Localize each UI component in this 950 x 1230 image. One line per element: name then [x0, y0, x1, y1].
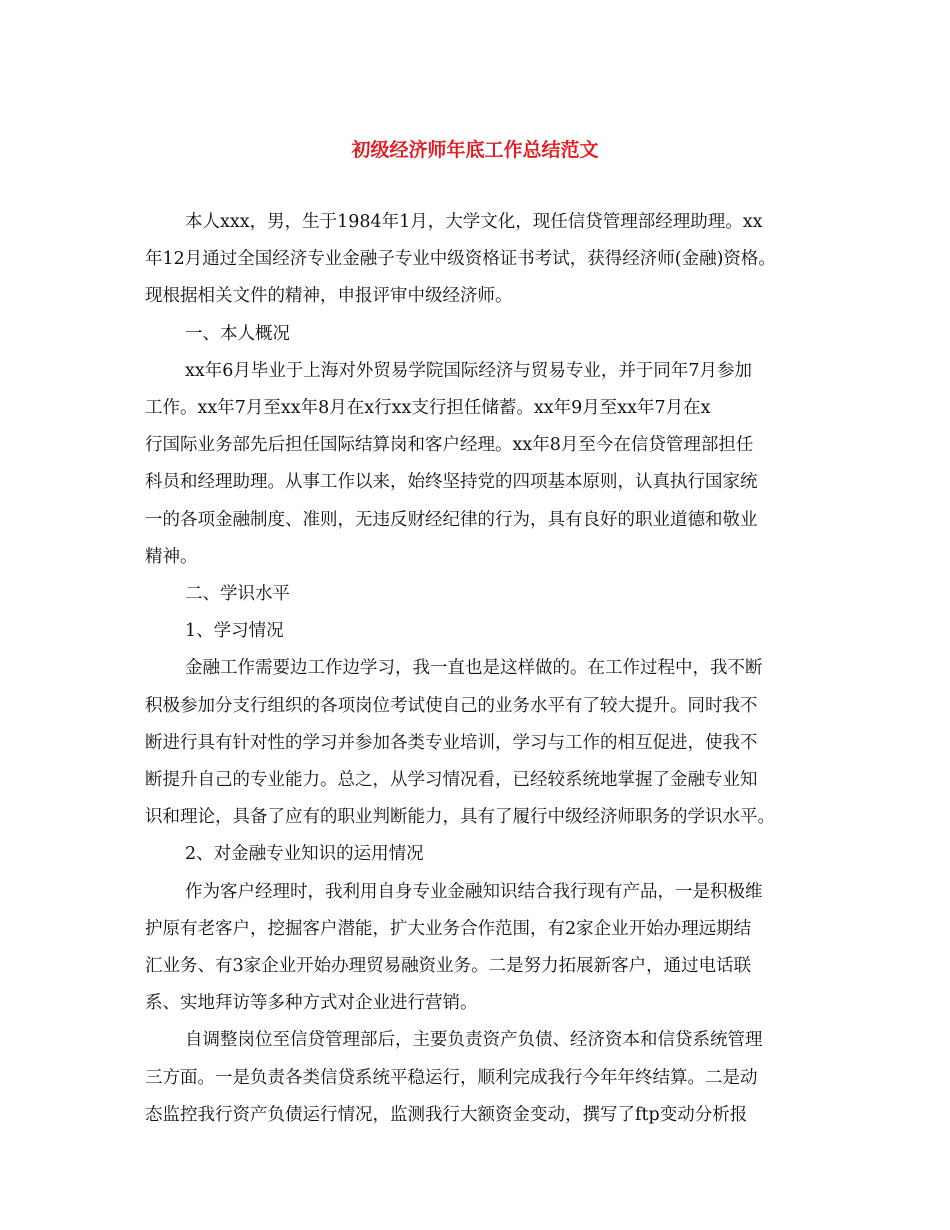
body-line: 作为客户经理时，我利用自身专业金融知识结合我行现有产品，一是积极维 [185, 881, 763, 902]
body-line: 精神。 [145, 546, 198, 567]
body-line: 态监控我行资产负债运行情况，监测我行大额资金变动，撰写了ftp变动分析报 [145, 1104, 748, 1125]
body-line: 金融工作需要边工作边学习，我一直也是这样做的。在工作过程中，我不断 [185, 658, 763, 679]
subsection-heading: 1、学习情况 [185, 621, 284, 642]
section-heading: 二、学识水平 [185, 584, 290, 605]
body-line: 断进行具有针对性的学习并参加各类专业培训，学习与工作的相互促进，使我不 [145, 732, 758, 753]
body-line: 护原有老客户，挖掘客户潜能，扩大业务合作范围，有2家企业开始办理远期结 [145, 918, 752, 939]
body-line: 一的各项金融制度、准则，无违反财经纪律的行为，具有良好的职业道德和敬业 [145, 509, 758, 530]
body-line: 科员和经理助理。从事工作以来，始终坚持党的四项基本原则，认真执行国家统 [145, 472, 758, 493]
document-body [145, 204, 810, 1134]
document-title: 初级经济师年底工作总结范文 [351, 139, 599, 161]
body-line: 年12月通过全国经济专业金融子专业中级资格证书考试，获得经济师(金融)资格。 [145, 249, 776, 270]
body-line: xx年6月毕业于上海对外贸易学院国际经济与贸易专业，并于同年7月参加 [185, 360, 753, 381]
body-line: 识和理论，具备了应有的职业判断能力，具有了履行中级经济师职务的学识水平。 [145, 807, 775, 828]
body-line: 行国际业务部先后担任国际结算岗和客户经理。xx年8月至今在信贷管理部担任 [145, 435, 754, 456]
body-line: 断提升自己的专业能力。总之，从学习情况看，已经较系统地掌握了金融专业知 [145, 770, 758, 791]
subsection-heading: 2、对金融专业知识的运用情况 [185, 844, 424, 865]
body-line: 积极参加分支行组织的各项岗位考试使自己的业务水平有了较大提升。同时我不 [145, 695, 758, 716]
body-line: 自调整岗位至信贷管理部后，主要负责资产负债、经济资本和信贷系统管理 [185, 1030, 763, 1051]
body-line: 工作。xx年7月至xx年8月在x行xx支行担任储蓄。xx年9月至xx年7月在x [145, 398, 711, 419]
body-line: 系、实地拜访等多种方式对企业进行营销。 [145, 993, 478, 1014]
section-heading: 一、本人概况 [185, 323, 290, 344]
body-line: 三方面。一是负责各类信贷系统平稳运行，顺利完成我行今年年终结算。二是动 [145, 1067, 758, 1088]
body-line: 现根据相关文件的精神，申报评审中级经济师。 [145, 286, 513, 307]
body-line: 本人xxx，男，生于1984年1月，大学文化，现任信贷管理部经理助理。xx [185, 212, 763, 232]
body-line: 汇业务、有3家企业开始办理贸易融资业务。二是努力拓展新客户，通过电话联 [145, 956, 752, 977]
